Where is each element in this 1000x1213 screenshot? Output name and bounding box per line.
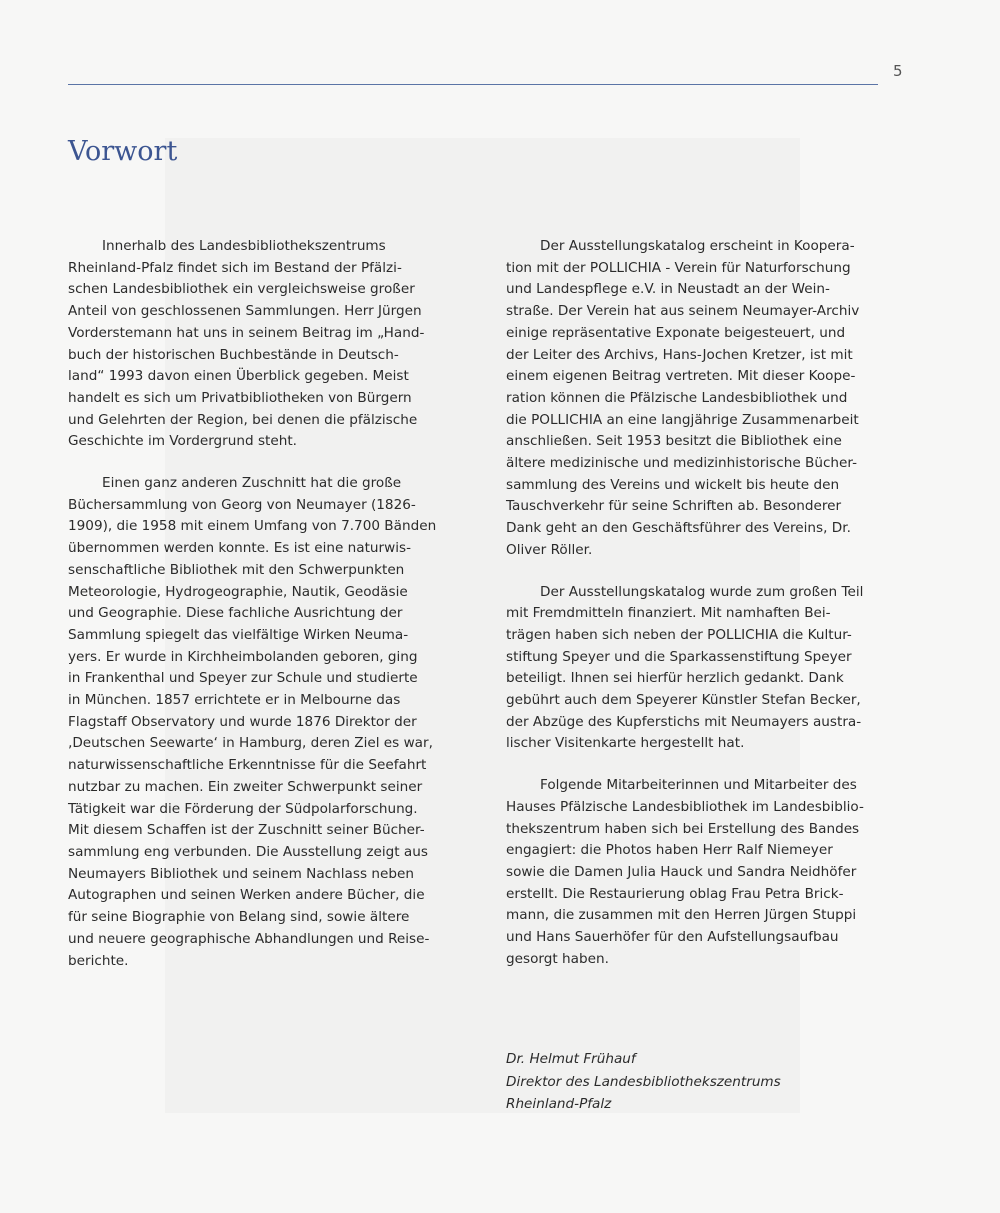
text-line: Sammlung spiegelt das vielfältige Wirken Neuma- bbox=[68, 626, 409, 643]
text-line: für seine Biographie von Belang sind, sowie ältere bbox=[68, 909, 410, 926]
text-line: 1909), die 1958 mit einem Umfang von 7.700 Bänden bbox=[68, 518, 437, 535]
text-line: lischer Visitenkarte hergestellt hat. bbox=[506, 735, 745, 752]
text-line: in München. 1857 errichtete er in Melbourne das bbox=[68, 692, 401, 709]
text-line: nutzbar zu machen. Ein zweiter Schwerpunkt seiner bbox=[68, 778, 423, 795]
text-line: und Gelehrten der Region, bei denen die pfälzische bbox=[68, 411, 418, 428]
text-line: Geschichte im Vordergrund steht. bbox=[68, 433, 297, 450]
text-line: und Geographie. Diese fachliche Ausrichtung der bbox=[68, 605, 403, 622]
text-line: ration können die Pfälzische Landesbibliothek und bbox=[506, 389, 848, 406]
text-line: Mit diesem Schaffen ist der Zuschnitt seiner Bücher- bbox=[68, 822, 425, 839]
text-line: sammlung des Vereins und wickelt bis heute den bbox=[506, 476, 840, 493]
paragraph bbox=[68, 473, 468, 972]
text-line: handelt es sich um Privatbibliotheken von Bürgern bbox=[68, 389, 412, 406]
text-line: schen Landesbibliothek ein vergleichsweise großer bbox=[68, 281, 415, 298]
text-line: Der Ausstellungskatalog wurde zum großen Teil bbox=[540, 583, 864, 600]
text-line: Neumayers Bibliothek und seinem Nachlass neben bbox=[68, 865, 414, 882]
page-title: Vorwort bbox=[68, 136, 178, 167]
text-line: trägen haben sich neben der POLLICHIA die Kultur- bbox=[506, 626, 852, 643]
text-line: Folgende Mitarbeiterinnen und Mitarbeiter des bbox=[540, 777, 857, 794]
text-line: erstellt. Die Restaurierung oblag Frau Petra Brick- bbox=[506, 885, 844, 902]
page-number: 5 bbox=[893, 62, 903, 80]
left-column bbox=[68, 236, 468, 992]
text-line: tion mit der POLLICHIA - Verein für Naturforschung bbox=[506, 259, 851, 276]
text-line: Rheinland-Pfalz findet sich im Bestand der Pfälzi- bbox=[68, 259, 402, 276]
text-line: Tauschverkehr für seine Schriften ab. Besonderer bbox=[506, 498, 842, 515]
signature-name: Dr. Helmut Frühauf bbox=[506, 1051, 636, 1067]
text-line: land“ 1993 davon einen Überblick gegeben. Meist bbox=[68, 368, 409, 385]
text-line: gebührt auch dem Speyerer Künstler Stefan Becker, bbox=[506, 692, 861, 709]
text-line: in Frankenthal und Speyer zur Schule und studierte bbox=[68, 670, 418, 687]
text-line: der Leiter des Archivs, Hans-Jochen Kretzer, ist mit bbox=[506, 346, 853, 363]
text-line: übernommen werden konnte. Es ist eine naturwis- bbox=[68, 540, 412, 557]
paragraph bbox=[68, 236, 468, 453]
text-line: Innerhalb des Landesbibliothekszentrums bbox=[102, 238, 386, 254]
text-line: Meteorologie, Hydrogeographie, Nautik, Geodäsie bbox=[68, 583, 408, 600]
signature-role: Direktor des Landesbibliothekszentrums bbox=[506, 1073, 781, 1090]
text-line: beteiligt. Ihnen sei hierfür herzlich gedankt. Dank bbox=[506, 670, 844, 687]
text-line: Büchersammlung von Georg von Neumayer (1826- bbox=[68, 496, 416, 513]
text-line: Tätigkeit war die Förderung der Südpolarforschung. bbox=[68, 800, 418, 817]
text-line: gesorgt haben. bbox=[506, 950, 609, 967]
text-line: Autographen und seinen Werken andere Bücher, die bbox=[68, 887, 425, 904]
text-line: Dank geht an den Geschäftsführer des Vereins, Dr. bbox=[506, 520, 851, 537]
text-line: mit Fremdmitteln finanziert. Mit namhaften Bei- bbox=[506, 605, 831, 622]
text-line: engagiert: die Photos haben Herr Ralf Niemeyer bbox=[506, 842, 833, 859]
text-line: Vorderstemann hat uns in seinem Beitrag im „Hand- bbox=[68, 324, 425, 341]
text-line: der Abzüge des Kupferstichs mit Neumayers austra- bbox=[506, 713, 862, 730]
text-line: straße. Der Verein hat aus seinem Neumayer-Archiv bbox=[506, 303, 860, 320]
text-line: sammlung eng verbunden. Die Ausstellung zeigt aus bbox=[68, 843, 428, 860]
text-line: yers. Er wurde in Kirchheimbolanden geboren, ging bbox=[68, 648, 418, 665]
text-line: mann, die zusammen mit den Herren Jürgen Stuppi bbox=[506, 907, 857, 924]
header-rule bbox=[68, 84, 878, 85]
text-line: einige repräsentative Exponate beigesteuert, und bbox=[506, 324, 846, 341]
text-line: sowie die Damen Julia Hauck und Sandra Neidhöfer bbox=[506, 863, 857, 880]
text-line: die POLLICHIA an eine langjährige Zusammenarbeit bbox=[506, 411, 859, 428]
text-line: Einen ganz anderen Zuschnitt hat die große bbox=[102, 475, 402, 492]
signature-block bbox=[506, 1048, 781, 1116]
text-line: ‚Deutschen Seewarte‘ in Hamburg, deren Ziel es war, bbox=[68, 735, 433, 752]
text-line: naturwissenschaftliche Erkenntnisse für die Seefahrt bbox=[68, 757, 427, 774]
text-line: berichte. bbox=[68, 952, 129, 969]
right-column bbox=[506, 236, 896, 991]
text-line: stiftung Speyer und die Sparkassenstiftung Speyer bbox=[506, 648, 852, 665]
paragraph bbox=[506, 236, 896, 562]
text-line: Flagstaff Observatory und wurde 1876 Direktor der bbox=[68, 713, 417, 730]
text-line: senschaftliche Bibliothek mit den Schwerpunkten bbox=[68, 561, 405, 578]
text-line: ältere medizinische und medizinhistorische Bücher- bbox=[506, 455, 858, 472]
text-line: einem eigenen Beitrag vertreten. Mit dieser Koope- bbox=[506, 368, 856, 385]
paragraph bbox=[506, 582, 896, 756]
text-line: und neuere geographische Abhandlungen und Reise- bbox=[68, 930, 430, 947]
text-line: Der Ausstellungskatalog erscheint in Koopera- bbox=[540, 238, 855, 254]
text-line: und Hans Sauerhöfer für den Aufstellungsaufbau bbox=[506, 929, 839, 946]
text-line: buch der historischen Buchbestände in Deutsch- bbox=[68, 346, 399, 363]
text-line: anschließen. Seit 1953 besitzt die Bibliothek eine bbox=[506, 433, 842, 450]
text-line: Hauses Pfälzische Landesbibliothek im Landesbiblio- bbox=[506, 798, 864, 815]
paragraph bbox=[506, 775, 896, 970]
signature-place: Rheinland-Pfalz bbox=[506, 1096, 612, 1112]
text-line: Oliver Röller. bbox=[506, 541, 593, 558]
text-line: thekszentrum haben sich bei Erstellung des Bandes bbox=[506, 820, 860, 837]
text-line: und Landespflege e.V. in Neustadt an der Wein- bbox=[506, 281, 830, 298]
text-line: Anteil von geschlossenen Sammlungen. Herr Jürgen bbox=[68, 303, 422, 320]
